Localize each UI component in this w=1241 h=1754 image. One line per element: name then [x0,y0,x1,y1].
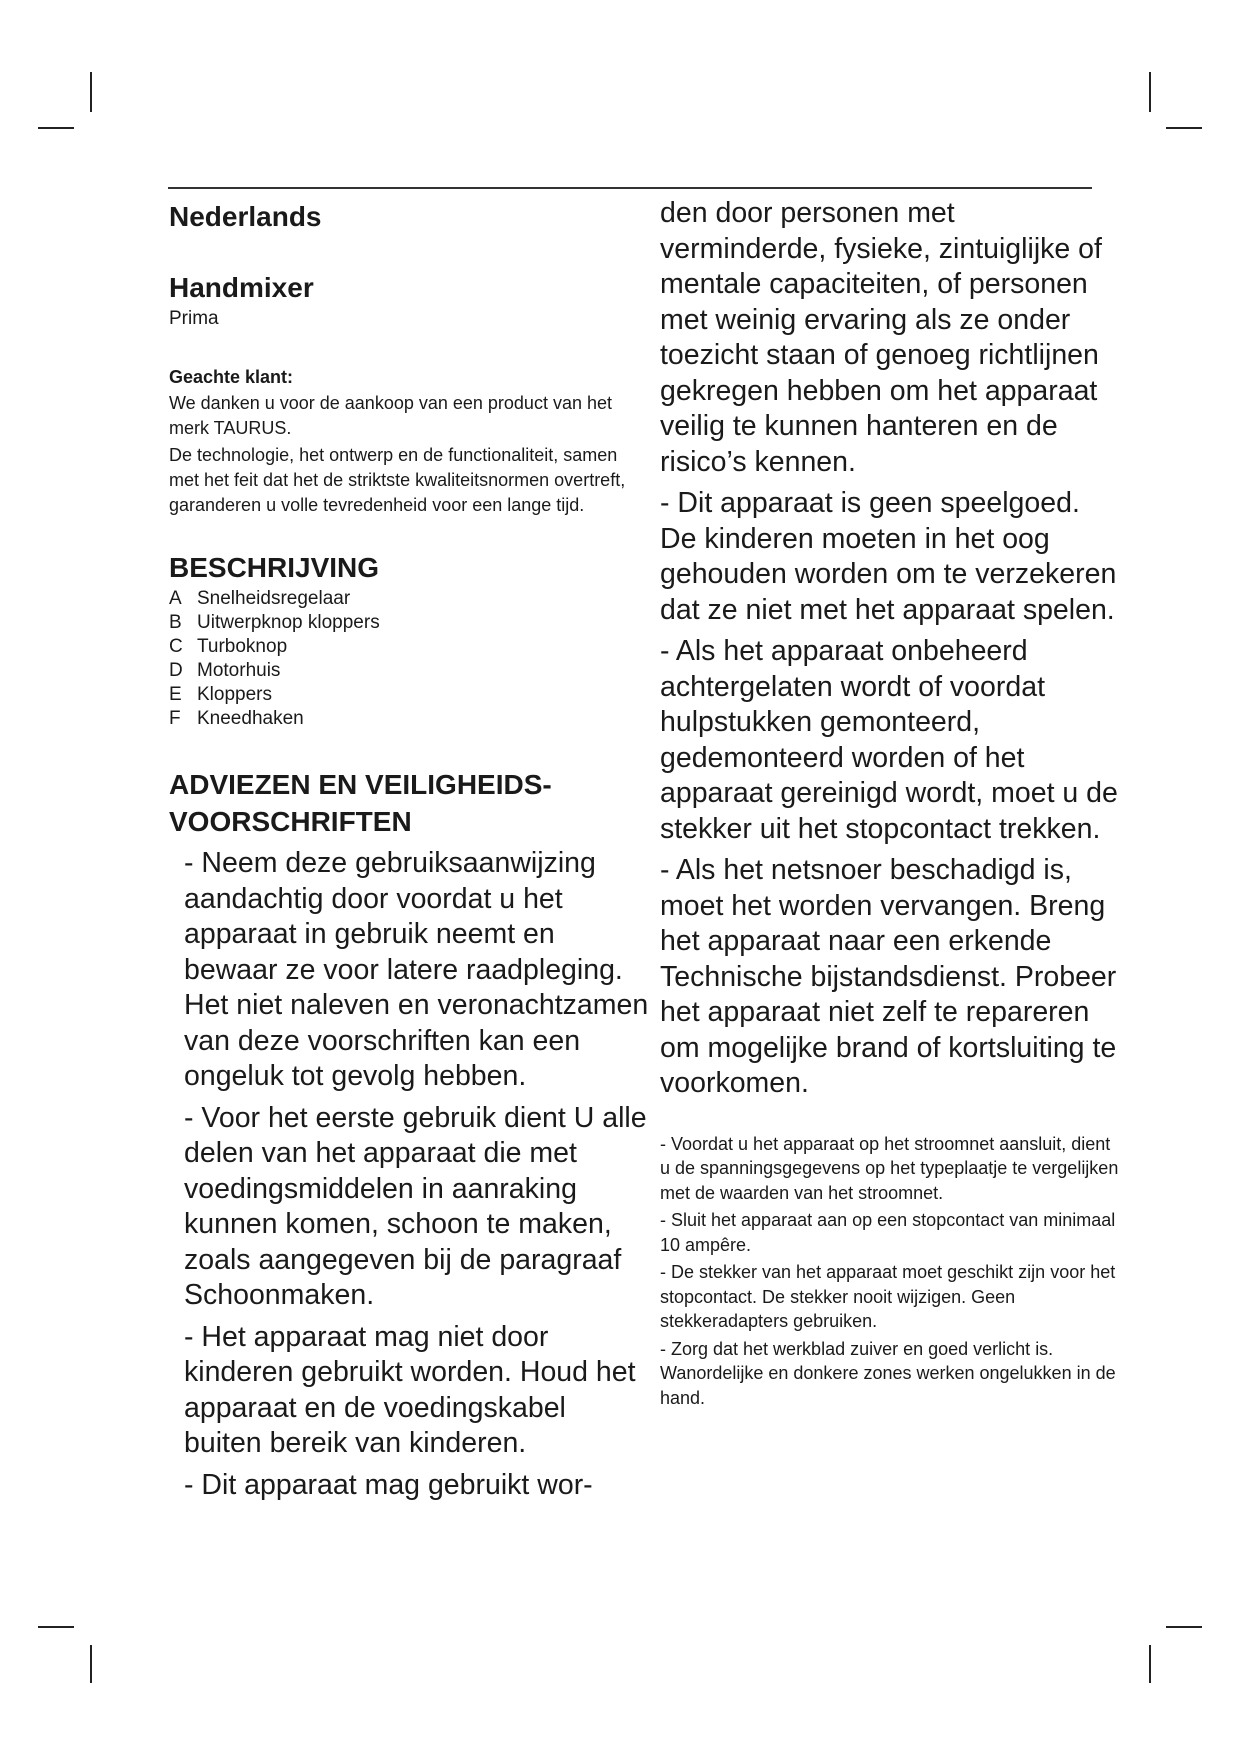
safety-paragraph: - Dit apparaat mag gebruikt wor- [184,1468,593,1501]
model-name: Prima [169,308,219,329]
safety-note: - Sluit het apparaat aan op een stopcontact van minimaal 10 ampêre. [660,1210,1116,1255]
safety-paragraph: - Als het netsnoer beschadigd is, moet het worden vervangen. Breng het apparaat naar een erkende Technische bijstandsdienst. Probeer het apparaat niet zelf te repareren om mogelijke brand of kortsluiting te voorkomen. [660,854,1117,1099]
crop-mark-bl-h [38,1626,74,1628]
item-letter: A [169,588,182,609]
crop-mark-br-h [1166,1626,1202,1628]
item-letter: F [169,708,181,729]
description-item [169,683,649,707]
safety-heading-line: VOORSCHRIFTEN [169,806,412,837]
item-letter: D [169,660,183,681]
item-label: Motorhuis [197,660,281,681]
safety-paragraph: den door personen met verminderde, fysieke, zintuiglijke of mentale capaciteiten, of personen met weinig ervaring als ze onder toezicht staan of genoeg richtlijnen gekregen hebben om het apparaat veilig te kunnen hanteren en de risico’s kennen. [660,197,1102,478]
greeting: Geachte klant: [169,367,294,387]
safety-note: - Zorg dat het werkblad zuiver en goed verlicht is. Wanordelijke en donkere zones werken ongelukken in de hand. [660,1338,1116,1408]
item-label: Uitwerpknop kloppers [197,612,380,633]
crop-mark-tr-v [1149,72,1151,112]
right-column [660,196,1120,1410]
description-item [169,611,649,635]
safety-paragraph: - Dit apparaat is geen speelgoed. De kinderen moeten in het oog gehouden worden om te verzekeren dat ze niet met het apparaat spelen. [660,487,1117,626]
crop-mark-tr-h [1166,127,1202,129]
safety-paragraph: - Voor het eerste gebruik dient U alle delen van het apparaat die met voedingsmiddelen in aanraking kunnen komen, schoon te maken, zoals aangegeven bij de paragraaf Schoonmaken. [184,1101,647,1311]
safety-heading [169,766,629,840]
item-label: Kneedhaken [197,708,304,729]
safety-paragraph: - Als het apparaat onbeheerd achtergelaten wordt of voordat hulpstukken gemonteerd, gedemonteerd worden of het apparaat gereinigd wordt, moet u de stekker uit het stopcontact trekken. [660,635,1118,845]
header-rule [168,187,1092,189]
description-list [169,587,649,731]
safety-paragraph: - Neem deze gebruiksaanwijzing aandachtig door voordat u het apparaat in gebruik neemt en bewaar ze voor latere raadpleging. Het niet naleven en veronachtzamen van deze voorschriften kan een ongeluk tot gevolg hebben. [184,847,649,1092]
safety-note: - Voordat u het apparaat op het stroomnet aansluit, dient u de spanningsgegevens op het typeplaatje te vergelijken met de waarden van het stroomnet. [660,1133,1119,1203]
description-item [169,707,649,731]
item-label: Kloppers [197,684,272,705]
item-letter: B [169,612,182,633]
intro-paragraph: We danken u voor de aankoop van een product van het merk TAURUS. [169,393,612,438]
safety-heading-line: ADVIEZEN EN VEILIGHEIDS- [169,769,552,800]
intro-paragraph: De technologie, het ontwerp en de functionaliteit, samen met het feit dat het de striktste kwaliteitsnormen overtreft, garanderen u volle tevredenheid voor een lange tijd. [169,445,626,515]
crop-mark-br-v [1149,1645,1151,1683]
crop-mark-tl-v [90,72,92,112]
product-title: Handmixer [169,272,314,303]
safety-note: - De stekker van het apparaat moet geschikt zijn voor het stopcontact. De stekker nooit wijzigen. Geen stekkeradapters gebruiken. [660,1262,1116,1331]
crop-mark-tl-h [38,127,74,129]
description-item [169,635,649,659]
language-heading: Nederlands [169,201,322,232]
description-heading: BESCHRIJVING [169,552,380,583]
safety-paragraph: - Het apparaat mag niet door kinderen gebruikt worden. Houd het apparaat en de voedingskabel buiten bereik van kinderen. [184,1320,636,1459]
description-item [169,659,649,683]
item-letter: C [169,636,183,657]
left-column [169,200,649,1503]
item-letter: E [169,684,182,705]
crop-mark-bl-v [90,1645,92,1683]
description-item [169,587,649,611]
item-label: Turboknop [197,636,288,657]
item-label: Snelheidsregelaar [197,588,351,609]
